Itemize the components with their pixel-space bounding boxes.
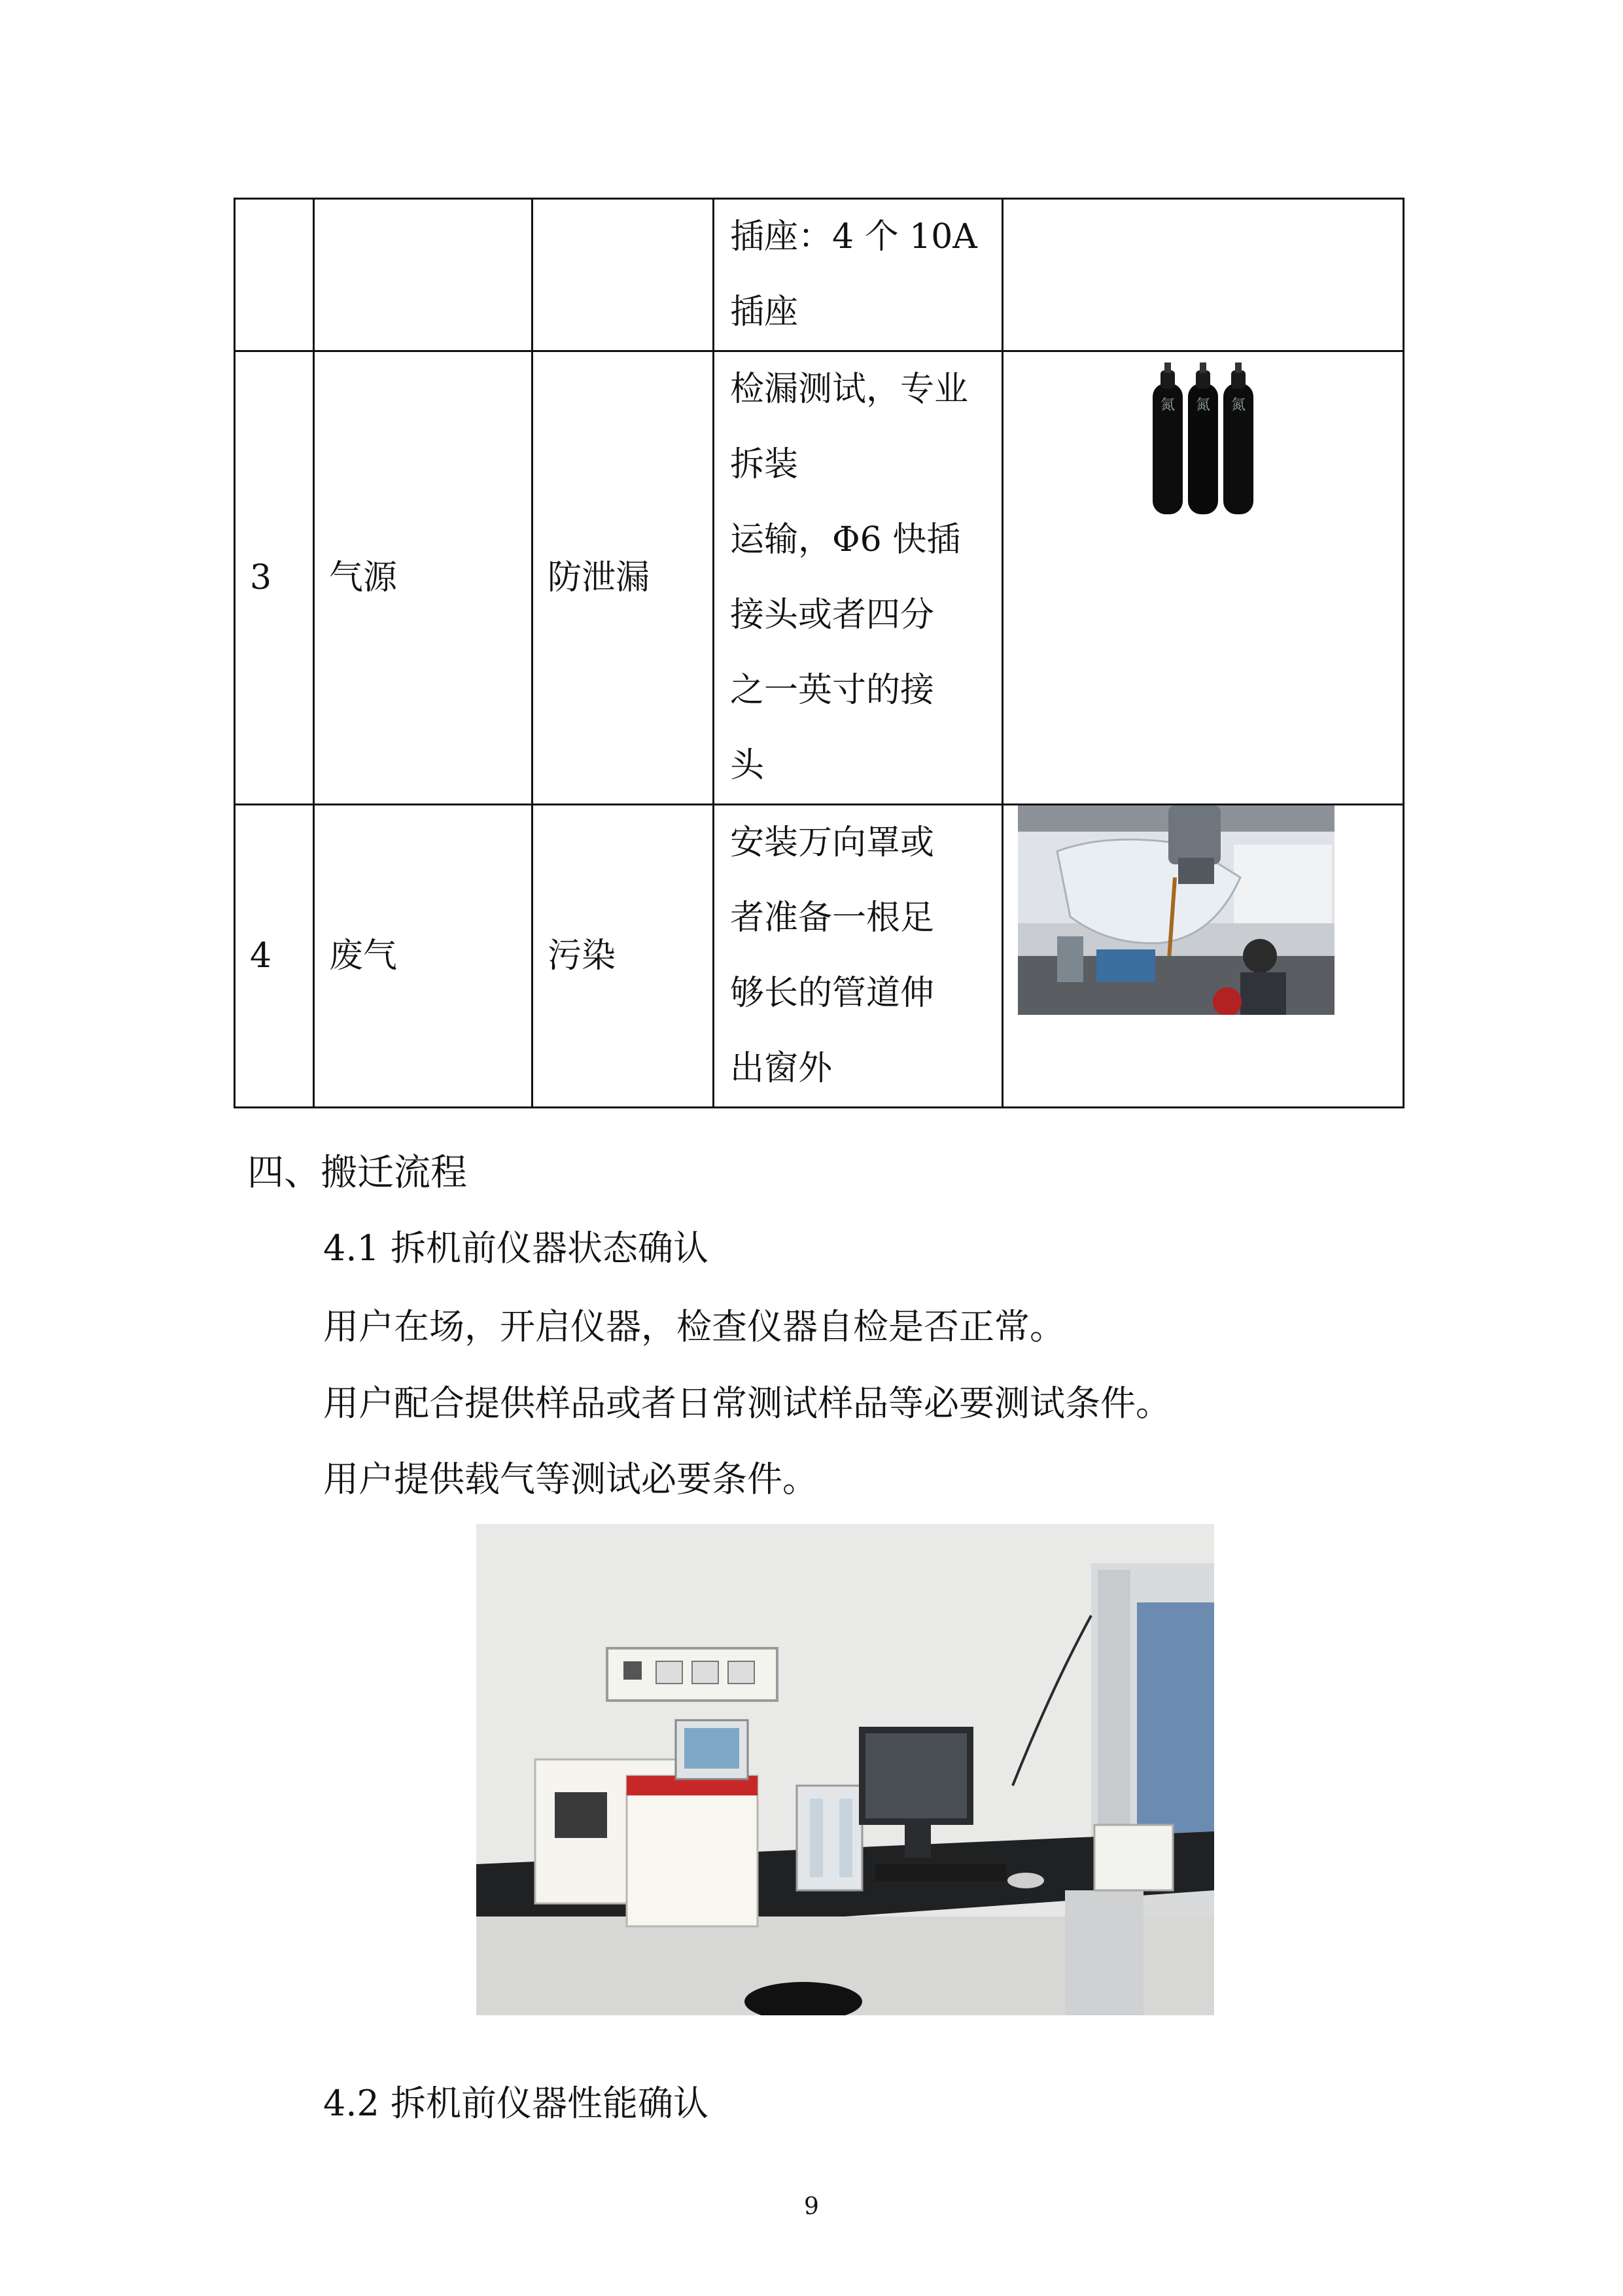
- item-cell: 废气: [314, 805, 532, 1108]
- gas-cylinders-image: [1147, 357, 1259, 521]
- description-cell: [714, 199, 1003, 351]
- section-heading: 四、搬迁流程: [247, 1152, 467, 1194]
- requirements-table: [234, 198, 1405, 1108]
- svg-text:氮: 氮: [1160, 397, 1176, 414]
- description-cell: [714, 351, 1003, 805]
- description-line: 出窗外: [730, 1049, 833, 1088]
- row-number-cell: 4: [235, 805, 314, 1108]
- description-line: 插座：4 个 10A: [730, 217, 977, 256]
- description-line: 检漏测试，专业: [730, 370, 969, 409]
- image-cell: [1003, 351, 1404, 805]
- paragraph: 用户配合提供样品或者日常测试样品等必要测试条件。: [323, 1383, 1171, 1424]
- table-row: [235, 351, 1404, 805]
- description-line: 接头或者四分: [730, 595, 935, 635]
- instrument-lab-photo: [476, 1524, 1214, 2015]
- description-line: 插座: [730, 292, 799, 332]
- paragraph: 用户提供载气等测试必要条件。: [323, 1458, 818, 1500]
- exhaust-hood-image: [1018, 805, 1335, 1015]
- risk-cell: 污染: [532, 805, 714, 1108]
- row-number-cell: 3: [235, 351, 314, 805]
- table-row: [235, 199, 1404, 351]
- subsection-title: 4.2 拆机前仪器性能确认: [323, 2083, 709, 2124]
- page-number: 9: [804, 2193, 819, 2220]
- risk-cell: 防泄漏: [532, 351, 714, 805]
- item-cell: [314, 199, 532, 351]
- risk-cell: [532, 199, 714, 351]
- item-cell: 气源: [314, 351, 532, 805]
- image-cell: [1003, 199, 1404, 351]
- description-line: 够长的管道伸: [730, 974, 935, 1013]
- description-line: 头: [730, 746, 765, 785]
- description-line: 者准备一根足: [730, 898, 935, 938]
- image-cell: [1003, 805, 1404, 1108]
- description-line: 运输，Φ6 快插: [730, 520, 961, 559]
- svg-text:氮: 氮: [1195, 397, 1211, 414]
- svg-text:氮: 氮: [1230, 397, 1246, 414]
- paragraph: 用户在场，开启仪器，检查仪器自检是否正常。: [323, 1306, 1065, 1347]
- description-line: 之一英寸的接: [730, 671, 935, 710]
- description-cell: [714, 805, 1003, 1108]
- description-line: 安装万向罩或: [730, 823, 935, 862]
- subsection-title: 4.1 拆机前仪器状态确认: [323, 1227, 709, 1269]
- table-row: [235, 805, 1404, 1108]
- row-number-cell: [235, 199, 314, 351]
- description-line: 拆装: [730, 445, 799, 484]
